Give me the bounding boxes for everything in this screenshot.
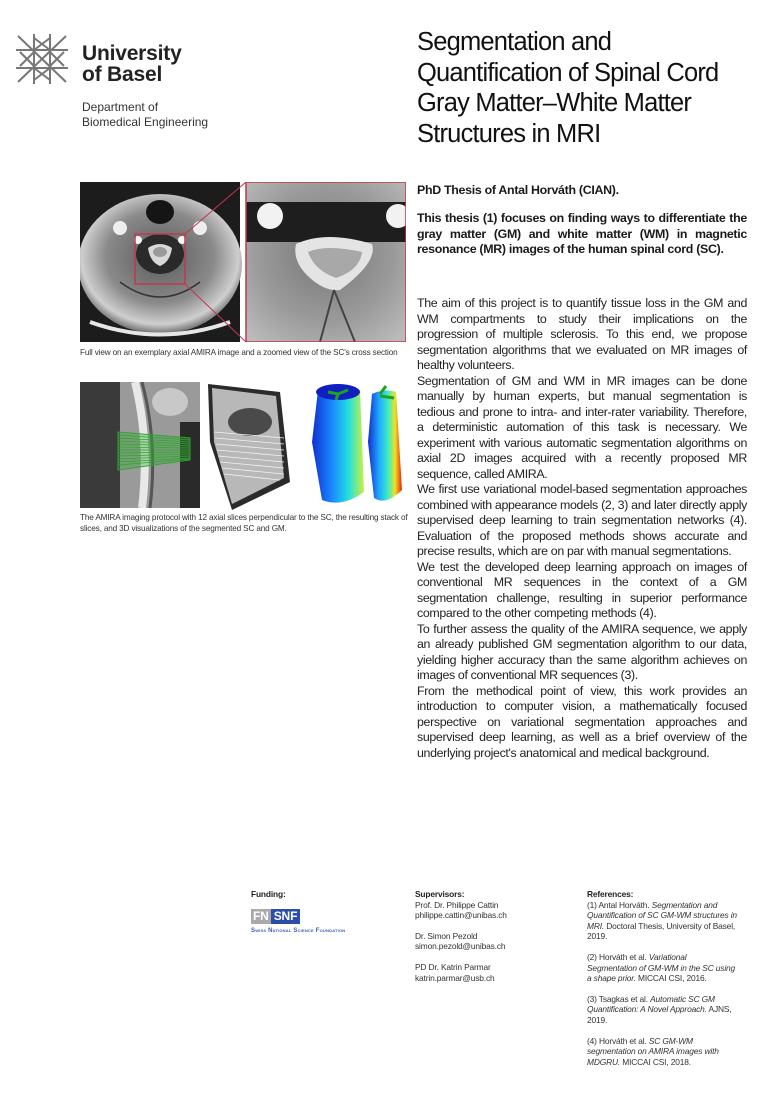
3d-gray-matter-render (368, 386, 402, 501)
reference-item (587, 952, 737, 984)
snf-logo (251, 909, 401, 939)
body-paragraph: We first use variational model-based segmentation approaches combined with appearance models (2, 3) and later directly apply supervised deep learning to train segmentation networks (4). Evaluation of the proposed methods shows accurate and precise results, which are on par with manual segmentations. (417, 482, 747, 558)
supervisor-email[interactable]: philippe.cattin@unibas.ch (415, 910, 507, 921)
supervisor-name: Prof. Dr. Philippe Cattin (415, 899, 499, 910)
reference-title: Segmentation and Quantification of SC GM-WM structures in MRI. (587, 899, 737, 931)
reference-authors: (4) Horváth et al. (587, 1035, 649, 1046)
supervisor-email[interactable]: katrin.parmar@usb.ch (415, 972, 495, 983)
reference-authors: (1) Antal Horváth. (587, 899, 652, 910)
reference-venue: MICCAI CSI, 2018. (620, 1056, 691, 1067)
reference-title: Automatic SC GM Quantification: A Novel Approach. (587, 993, 715, 1015)
funding-section (251, 889, 401, 939)
thesis-summary: This thesis (1) focuses on finding ways to differentiate the gray matter (GM) and white matter (WM) in magnetic resonance (MR) images of the human spinal cord (SC). (417, 211, 747, 256)
reference-title: Variational Segmentation of GM-WM in the SC using a shape prior. (587, 951, 736, 984)
reference-venue: AJNS, 2019. (587, 1004, 732, 1025)
supervisor-entry (415, 931, 565, 952)
body-paragraph: We test the developed deep learning approach on images of conventional MR sequences in the context of a GM segmentation challenge, resulting in superior performance compared to the other competing methods (4). (417, 559, 747, 620)
sagittal-mri-image (80, 382, 200, 508)
body-paragraph: Segmentation of GM and WM in MR images can be done manually by human experts, but manual segmentation is tedious and prone to intra- and inter-rater variability. Therefore, a deterministic automation of this task is necessary. We experiment with various automatic segmentation algorithms on axial 2D images acquired with a recently proposed MR sequence, called AMIRA. (417, 373, 747, 481)
supervisor-name: PD Dr. Katrin Parmar (415, 961, 491, 972)
poster-title: Segmentation and Quantification of Spinal Cord Gray Matter–White Matter Structures in MRI (417, 28, 719, 148)
reference-item (587, 1036, 737, 1068)
references-heading: References: (587, 889, 634, 899)
supervisors-section (415, 889, 565, 983)
university-of-basel-star-icon (14, 32, 70, 86)
snf-logo-fn: FN (253, 908, 269, 923)
reference-venue: MICCAI CSI, 2016. (635, 973, 707, 984)
reference-title: SC GM-WM segmentation on AMIRA images with MDGRU. (587, 1035, 719, 1067)
university-name-line2: of Basel (82, 63, 163, 86)
university-logo (12, 30, 232, 140)
reference-item (587, 900, 737, 942)
reference-venue: Doctoral Thesis, University of Basel, 2019. (587, 920, 736, 942)
department-name (82, 100, 208, 130)
supervisor-email[interactable]: simon.pezold@unibas.ch (415, 941, 506, 952)
university-name-line1: University (82, 42, 182, 65)
supervisor-entry (415, 900, 565, 921)
snf-logo-text: Swiss National Science Foundation (251, 927, 346, 934)
references-section (587, 889, 737, 1067)
supervisor-name: Dr. Simon Pezold (415, 930, 478, 941)
axial-mri-figure (80, 182, 406, 342)
university-name (82, 43, 182, 85)
snf-logo-snf: SNF (271, 909, 301, 924)
body-paragraph: From the methodical point of view, this work provides an introduction to computer vision, a mathematically focused perspective on variational segmentation approaches and supervised deep learning, as well as a brief overview of the underlying project's anatomical and medical background. (417, 683, 747, 760)
reference-authors: (2) Horváth et al. (587, 951, 649, 962)
supervisors-heading: Supervisors: (415, 889, 465, 899)
body-paragraph: The aim of this project is to quantify tissue loss in the GM and WM compartments to study their implications on the progression of multiple sclerosis. To this end, we propose segmentation algorithms that we evaluated on MR images of healthy volunteers. (417, 296, 747, 372)
zoomed-spinal-cord-image (246, 182, 406, 342)
body-paragraph: To further assess the quality of the AMIRA sequence, we apply an already published GM segmentation algorithm to our data, yielding higher accuracy than the same algorithm achieves on images of conventional MR sequences (3). (417, 621, 747, 682)
reference-item (587, 994, 737, 1026)
department-line2: Biomedical Engineering (82, 115, 209, 129)
reference-authors: (3) Tsagkas et al. (587, 993, 651, 1004)
department-line1: Department of (82, 100, 159, 114)
3d-spinal-cord-render (312, 384, 364, 503)
thesis-body-text (417, 296, 747, 761)
funding-heading: Funding: (251, 889, 286, 899)
figure1-caption: Full view on an exemplary axial AMIRA image and a zoomed view of the SC's cross section (80, 348, 398, 357)
slice-stack-image (208, 384, 290, 510)
amira-protocol-figure (80, 382, 410, 510)
supervisor-entry (415, 962, 565, 983)
thesis-author-line: PhD Thesis of Antal Horváth (CIAN). (417, 183, 619, 197)
figure2-caption: The AMIRA imaging protocol with 12 axial slices perpendicular to the SC, the resulting stack of slices, and 3D visualizations of the segmented SC and GM. (80, 513, 408, 533)
